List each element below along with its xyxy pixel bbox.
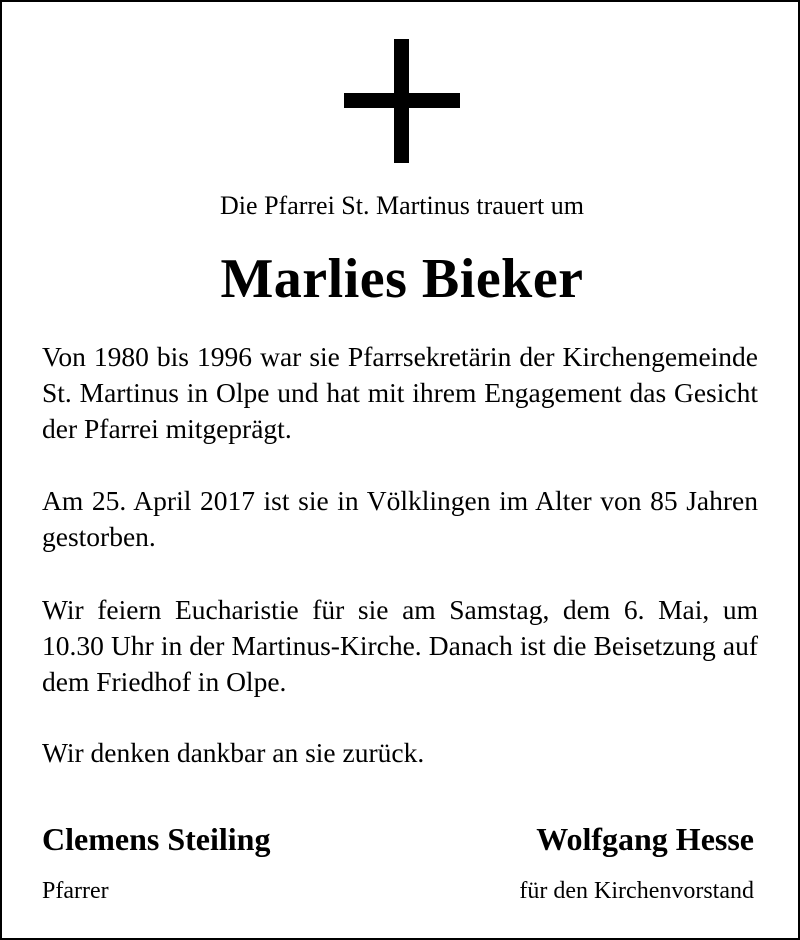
intro-line: Die Pfarrei St. Martinus trauert um [220, 191, 584, 220]
signatory-name-left: Clemens Steiling [42, 821, 271, 857]
death-date-paragraph: Am 25. April 2017 ist sie in Völklingen im Alter von 85 Jahren gestorben. [42, 485, 758, 552]
deceased-name: Marlies Bieker [220, 248, 584, 310]
signatory-role-left: Pfarrer [42, 878, 109, 904]
service-paragraph: Wir feiern Eucharistie für sie am Samstag, dem 6. Mai, um 10.30 Uhr in der Martinus-Kirche. Danach ist die Beisetzung auf dem Friedhof in Olpe. [42, 594, 758, 697]
signatory-name-right: Wolfgang Hesse [536, 821, 754, 857]
signatory-role-right: für den Kirchenvorstand [519, 878, 754, 904]
biography-paragraph: Von 1980 bis 1996 war sie Pfarrsekretärin der Kirchengemeinde St. Martinus in Olpe und hat mit ihrem Engagement das Gesicht der Pfarrei mitgeprägt. [42, 341, 758, 444]
closing-paragraph: Wir denken dankbar an sie zurück. [42, 737, 425, 768]
cross-icon [344, 39, 460, 163]
